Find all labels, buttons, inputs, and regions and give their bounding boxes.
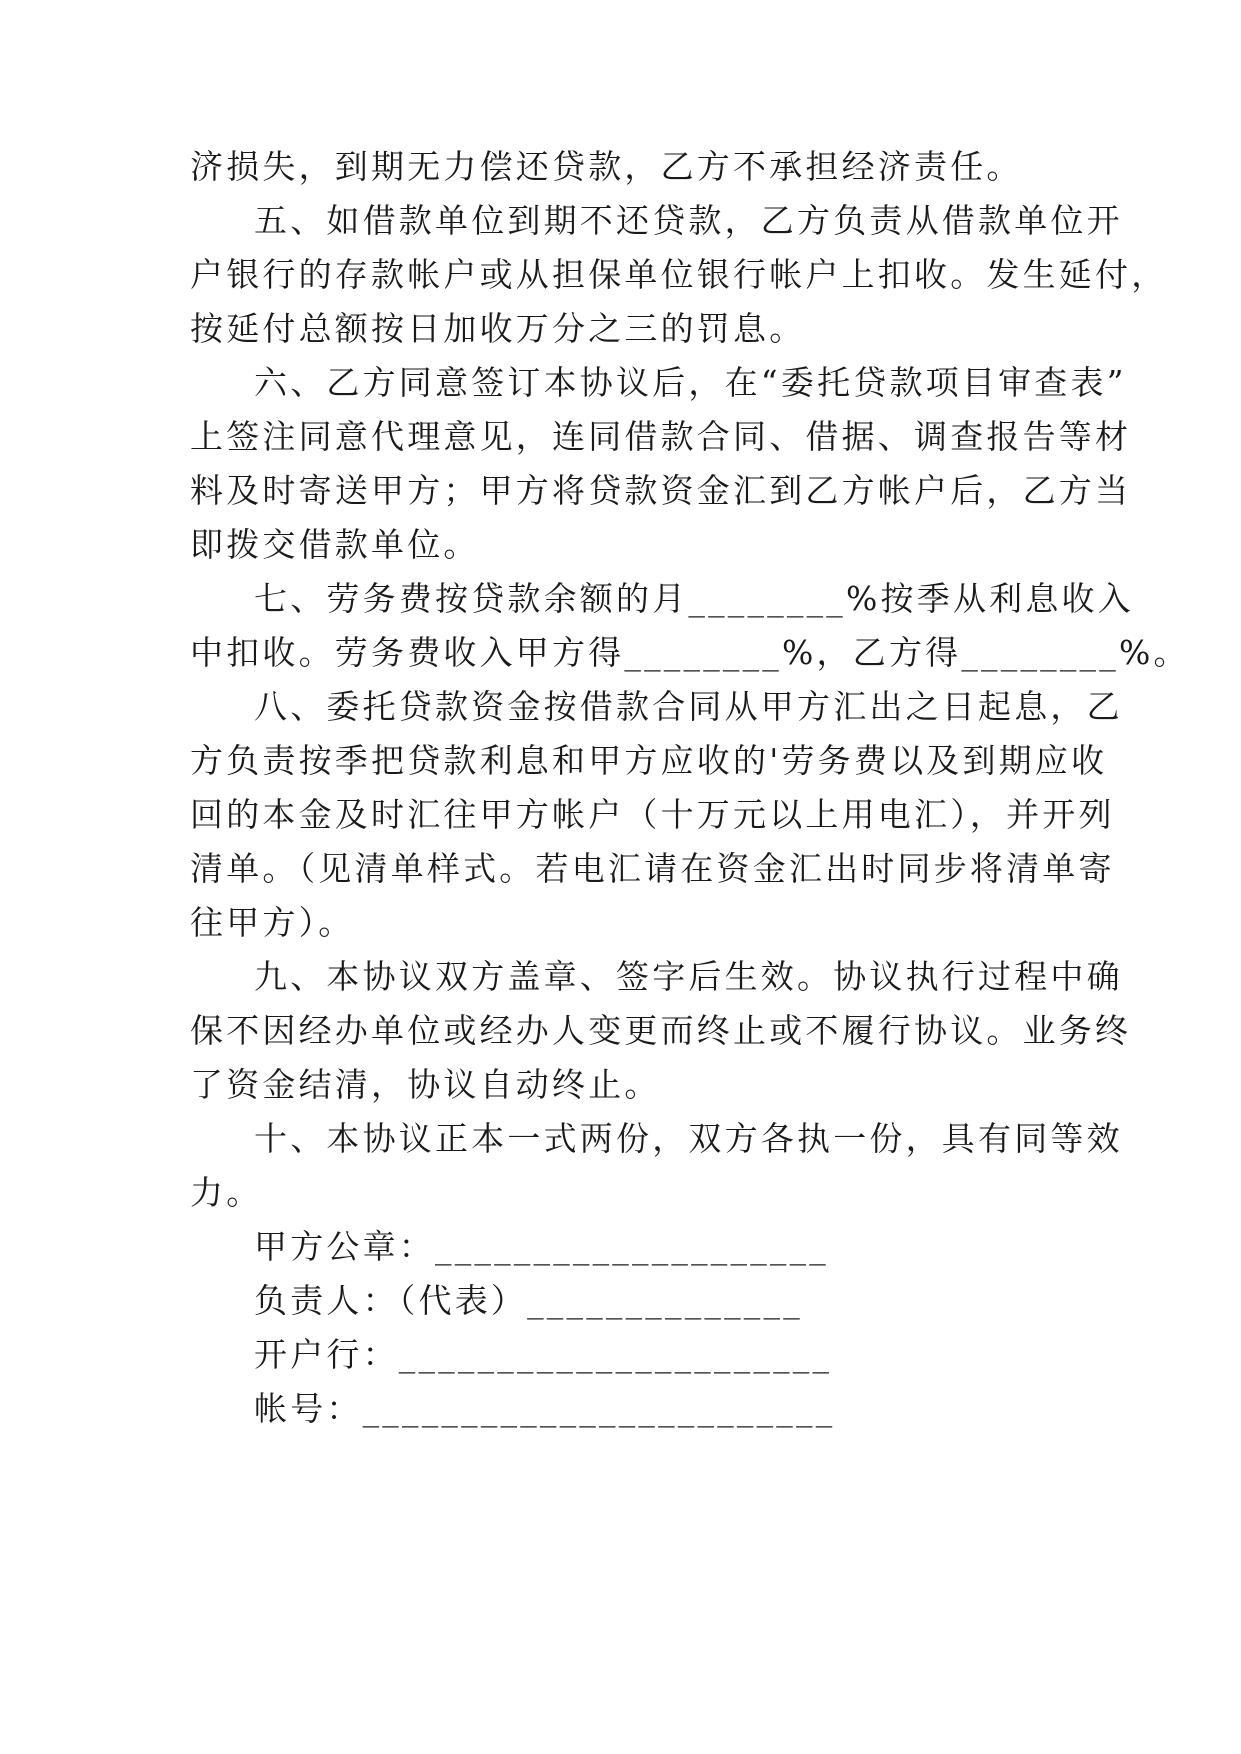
paragraph-line: 力。 (190, 1173, 263, 1212)
paragraph-line: 户银行的存款帐户或从担保单位银行帐户上扣收。发生延付， (190, 255, 1168, 294)
representative-field: 负责人：（代表）______________ (254, 1281, 803, 1320)
clause-six-line: 六、乙方同意签订本协议后，在“委托贷款项目审查表” (254, 363, 1127, 402)
clause-eight-line: 八、委托贷款资金按借款合同从甲方汇出之日起息，乙 (254, 687, 1123, 726)
paragraph-line: 料及时寄送甲方；甲方将贷款资金汇到乙方帐户后，乙方当 (190, 471, 1132, 510)
clause-nine-line: 九、本协议双方盖章、签字后生效。协议执行过程中确 (254, 957, 1123, 996)
paragraph-line: 上签注同意代理意见，连同借款合同、借据、调查报告等材 (190, 417, 1132, 456)
paragraph-line: 往甲方）。 (190, 903, 355, 942)
bank-field: 开户行：______________________ (254, 1335, 833, 1374)
paragraph-line: 济损失，到期无力偿还贷款，乙方不承担经济责任。 (190, 147, 1023, 186)
clause-five-line: 五、如借款单位到期不还贷款，乙方负责从借款单位开 (254, 201, 1123, 240)
paragraph-line: 方负责按季把贷款利息和甲方应收的'劳务费以及到期应收 (190, 741, 1108, 780)
account-field: 帐号：________________________ (254, 1389, 836, 1428)
paragraph-line: 中扣收。劳务费收入甲方得________%，乙方得________%。 (190, 633, 1190, 672)
paragraph-line: 了资金结清，协议自动终止。 (190, 1065, 661, 1104)
party-a-seal-field: 甲方公章：____________________ (254, 1227, 829, 1266)
clause-seven-line: 七、劳务费按贷款余额的月________%按季从利息收入 (254, 579, 1134, 618)
paragraph-line: 回的本金及时汇往甲方帐户（十万元以上用电汇），并开列 (190, 795, 1115, 834)
paragraph-line: 按延付总额按日加收万分之三的罚息。 (190, 309, 806, 348)
paragraph-line: 保不因经办单位或经办人变更而终止或不履行协议。业务终 (190, 1011, 1132, 1050)
paragraph-line: 即拨交借款单位。 (190, 525, 480, 564)
clause-ten-line: 十、本协议正本一式两份，双方各执一份，具有同等效 (254, 1119, 1123, 1158)
paragraph-line: 清单。（见清单样式。若电汇请在资金汇出时同步将清单寄 (190, 849, 1115, 888)
